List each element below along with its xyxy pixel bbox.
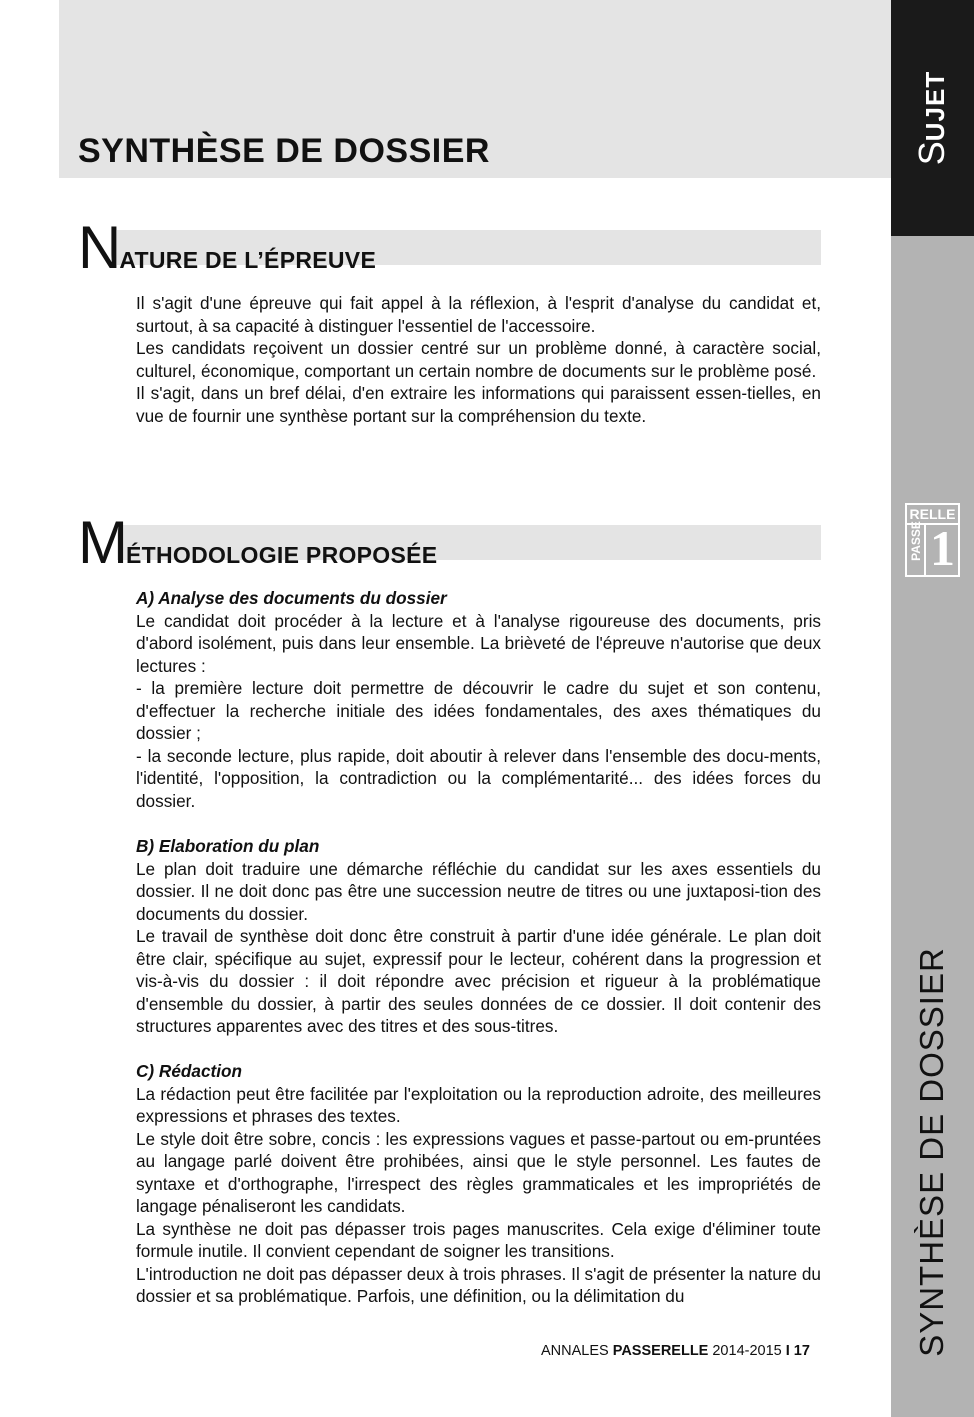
logo-side-text: PASSE (909, 521, 923, 561)
footer-prefix: ANNALES (541, 1343, 613, 1359)
side-title: SYNTHÈSE DE DOSSIER (913, 947, 950, 1357)
paragraph: Le travail de synthèse doit donc être construit à partir d'une idée générale. Le plan doit être clair, spécifique au sujet, expressif pour le lecteur, cohérent dans la progression et vis-à-vis du dossier : il doit répondre avec précision et rigueur à la problématique d'ensemble du dossier, à partir des seules données de ce dossier. Il doit contenir des structures apparentes avec des titres et des sous-titres. (136, 926, 821, 1036)
section-title-cap: M (78, 509, 126, 576)
page-number: 17 (789, 1343, 810, 1359)
sujet-rest: UJET (920, 70, 950, 142)
section-title-cap: N (78, 214, 120, 281)
section-nature-body (136, 292, 821, 427)
subsection-heading: A) Analyse des documents du dossier (136, 588, 447, 608)
paragraph: - la première lecture doit permettre de découvrir le cadre du sujet et son contenu, d'effectuer la recherche initiale des idées fondamentales, des axes thématiques du dossier ; (136, 678, 821, 743)
paragraph: La rédaction peut être facilitée par l'exploitation ou la reproduction adroite, des meilleures expressions et phrases des textes. (136, 1083, 821, 1126)
sujet-cap: S (911, 141, 952, 166)
section-title-rest: ATURE DE L’ÉPREUVE (119, 247, 377, 273)
passerelle-logo (905, 503, 960, 577)
subsection-c (136, 1060, 821, 1308)
page-title: SYNTHÈSE DE DOSSIER (78, 132, 490, 170)
subsection-a (136, 587, 821, 812)
paragraph: Il s'agit d'une épreuve qui fait appel à la réflexion, à l'esprit d'analyse du candidat et, surtout, à sa capacité à distinguer l'essentiel de l'accessoire. (136, 293, 821, 336)
page-footer (541, 1343, 810, 1359)
paragraph: Il s'agit, dans un bref délai, d'en extraire les informations qui paraissent essen-tielles, en vue de fournir une synthèse portant sur la compréhension du texte. (136, 383, 821, 426)
paragraph: L'introduction ne doit pas dépasser deux à trois phrases. Il s'agit de présenter la nature du dossier et sa problématique. Parfois, une définition, ou la délimitation du (136, 1263, 821, 1306)
logo-number: 1 (930, 520, 955, 576)
section-title-nature (78, 214, 377, 281)
paragraph: Le candidat doit procéder à la lecture et à l'analyse rigoureuse des documents, pris d'abord isolément, puis dans leur ensemble. La brièveté de l'épreuve n'autorise que deux lectures : (136, 610, 821, 676)
footer-year: 2014-2015 (708, 1343, 786, 1359)
subsection-heading: C) Rédaction (136, 1061, 242, 1081)
subsection-b (136, 835, 821, 1038)
paragraph: - la seconde lecture, plus rapide, doit aboutir à relever dans l'ensemble des docu-ments, l'identité, l'opposition, la contradiction ou la complémentarité... des idées forces du dossier. (136, 745, 821, 811)
footer-separator: I (785, 1343, 790, 1359)
sujet-label (911, 71, 953, 165)
footer-brand: PASSERELLE (612, 1343, 709, 1359)
paragraph: Le plan doit traduire une démarche réfléchie du candidat sur les axes essentiels du dossier. Il ne doit donc pas être une succession neutre de titres ou une juxtaposi-tion des documents du dossier. (136, 858, 821, 924)
section-title-rest: ÉTHODOLOGIE PROPOSÉE (125, 542, 438, 568)
section-title-methodologie (78, 509, 438, 576)
paragraph: Le style doit être sobre, concis : les expressions vagues et passe-partout ou em-pruntées au langage parlé doivent être prohibées, ainsi que le style personnel. Les fautes de syntaxe et d'orthographe, l'irrespect des règles grammaticales et les impropriétés de langage pénaliseront les candidats. (136, 1128, 821, 1216)
subsection-heading: B) Elaboration du plan (136, 836, 320, 856)
logo-divider (924, 523, 926, 575)
logo-top-text: RELLE (907, 505, 958, 525)
paragraph: La synthèse ne doit pas dépasser trois pages manuscrites. Cela exige d'éliminer toute formule inutile. Il convient cependant de soigner les transitions. (136, 1218, 821, 1261)
paragraph: Les candidats reçoivent un dossier centré sur un problème donné, à caractère social, culturel, économique, comportant un certain nombre de documents sur le problème posé. (136, 338, 821, 381)
